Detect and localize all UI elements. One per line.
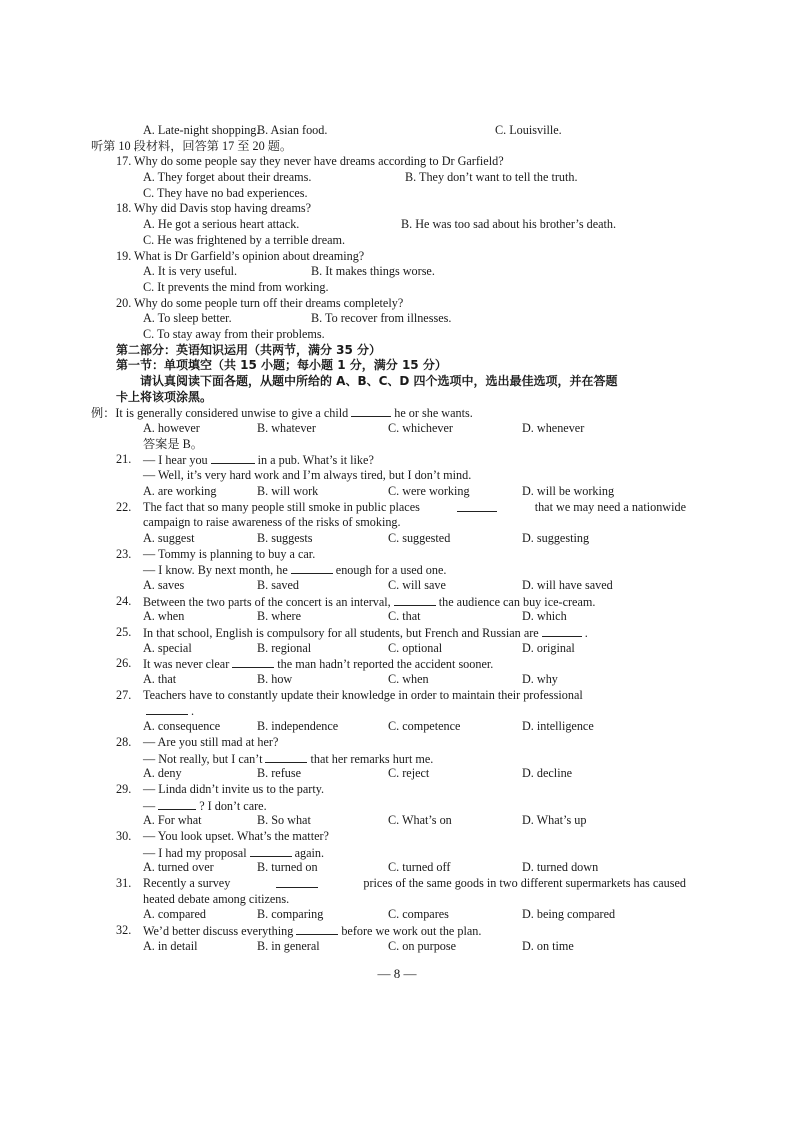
option-c: C. He was frightened by a terrible dream.: [143, 232, 346, 247]
option-a: A. that: [143, 672, 177, 687]
question-options: [116, 860, 686, 876]
question-number: 22.: [116, 499, 132, 514]
question-31: [116, 876, 686, 923]
question-text-segment: The fact that so many people still smoke in public places: [143, 499, 420, 514]
q20-options-row2: [116, 327, 686, 343]
question-line: [116, 876, 686, 892]
question-text-segment: In that school, English is compulsory for all students, but French and Russian are: [143, 626, 539, 640]
part-2-title: 第二部分：英语知识运用（共两节，满分 35 分）: [116, 342, 382, 357]
option-b: B. Asian food.: [257, 123, 328, 137]
q20-options-row1: [116, 311, 686, 327]
option-b: B. It makes things worse.: [311, 264, 435, 279]
option-d: D. turned down: [522, 860, 599, 875]
question-text: [143, 876, 686, 892]
question-22: [116, 500, 686, 547]
option-d: D. original: [522, 640, 575, 655]
section-1-title: 第一节：单项填空（共 15 小题；每小题 1 分，满分 15 分）: [116, 358, 447, 373]
question-text: [143, 799, 267, 813]
option-c: C. What’s on: [388, 813, 452, 828]
example-stem-b: he or she wants.: [394, 406, 473, 421]
option-a: A. special: [143, 640, 192, 655]
option-c: C. Louisville.: [495, 123, 562, 137]
option-b: B. To recover from illnesses.: [311, 311, 452, 326]
q16-options: [116, 123, 686, 139]
option-d: D. why: [522, 672, 558, 687]
answer-blank: [394, 594, 436, 606]
option-b: B. They don’t want to tell the truth.: [405, 170, 578, 185]
question-text: [143, 752, 433, 766]
question-options: [116, 484, 686, 500]
option-a: A. Late-night shopping.: [143, 123, 260, 137]
question-line: [116, 751, 686, 767]
question-text-segment: —: [143, 798, 156, 813]
question-options: [116, 531, 686, 547]
question-line: [116, 798, 686, 814]
option-c: C. turned off: [388, 860, 451, 875]
option-c: C. reject: [388, 766, 430, 781]
answer-blank: [351, 405, 391, 417]
option-a: A. however: [143, 421, 200, 436]
option-b: B. suggests: [257, 530, 313, 545]
answer-blank: [276, 876, 318, 888]
question-text: [143, 468, 471, 482]
option-b: B. where: [257, 609, 301, 624]
option-d: D. intelligence: [522, 719, 594, 734]
question-list: [116, 452, 686, 954]
answer-blank: [542, 625, 582, 637]
answer-blank: [158, 798, 196, 810]
answer-blank: [146, 703, 188, 715]
question-29: [116, 782, 686, 829]
question-text-segment: It was never clear: [143, 657, 230, 672]
option-b: B. whatever: [257, 421, 316, 436]
option-b: B. regional: [257, 640, 312, 655]
option-c: C. To stay away from their problems.: [143, 326, 325, 341]
q18-stem: 18. Why did Davis stop having dreams?: [116, 201, 312, 216]
question-options: [116, 907, 686, 923]
question-number: 28.: [116, 734, 132, 749]
question-text-segment: Between the two parts of the concert is an interval,: [143, 594, 391, 609]
question-text-segment: prices of the same goods in two different supermarkets has caused: [363, 876, 686, 890]
question-26: [116, 656, 686, 687]
question-number: 29.: [116, 781, 132, 796]
option-d: D. which: [522, 609, 567, 624]
question-text-segment: — I know. By next month, he: [143, 563, 288, 578]
question-options: [116, 672, 686, 688]
question-number: 32.: [116, 923, 132, 938]
option-b: B. turned on: [257, 860, 318, 875]
option-d: D. What’s up: [522, 813, 587, 828]
question-21: [116, 452, 686, 499]
question-line: [116, 782, 686, 798]
question-text: [143, 563, 446, 577]
q19-options-row1: [116, 264, 686, 280]
question-text-segment: enough for a used one.: [335, 563, 447, 578]
question-text-segment: Teachers have to constantly update their knowledge in order to maintain their professional: [143, 687, 583, 702]
question-24: [116, 594, 686, 625]
question-text: [143, 656, 493, 672]
option-b: B. saved: [257, 577, 299, 592]
q17-stem: 17. Why do some people say they never have dreams according to Dr Garfield?: [116, 154, 504, 169]
question-text: [143, 846, 324, 860]
question-line: [116, 923, 686, 939]
question-number: 27.: [116, 687, 132, 702]
option-b: B. So what: [257, 813, 311, 828]
option-a: A. suggest: [143, 530, 195, 545]
page-number: — 8 —: [377, 966, 417, 981]
question-text: [143, 704, 194, 718]
question-line: [116, 500, 686, 516]
question-text: [143, 688, 686, 704]
option-a: A. are working: [143, 483, 217, 498]
question-text-segment: heated debate among citizens.: [143, 891, 290, 906]
option-a: A. in detail: [143, 938, 198, 953]
question-line: [116, 892, 686, 908]
q17-options-row2: [116, 186, 686, 202]
question-options: [116, 939, 686, 955]
question-column: [91, 123, 686, 954]
option-a: A. when: [143, 609, 185, 624]
question-text-segment: ? I don’t care.: [199, 798, 267, 813]
option-a: A. They forget about their dreams.: [143, 170, 312, 185]
question-text-segment: that her remarks hurt me.: [310, 751, 434, 766]
option-c: C. whichever: [388, 421, 453, 436]
question-number: 26.: [116, 656, 132, 671]
question-text-segment: — I had my proposal: [143, 845, 247, 860]
option-b: B. independence: [257, 719, 339, 734]
option-b: B. He was too sad about his brother’s death.: [401, 217, 617, 232]
question-options: [116, 609, 686, 625]
question-number: 24.: [116, 593, 132, 608]
instruction-line-1: 请认真阅读下面各题，从题中所给的 A、B、C、D 四个选项中，选出最佳选项，并在答题: [140, 374, 618, 388]
question-text: [143, 594, 595, 610]
option-b: B. how: [257, 672, 293, 687]
question-text-segment: — Well, it’s very hard work and I’m always tired, but I don’t mind.: [143, 468, 472, 483]
option-a: A. For what: [143, 813, 202, 828]
question-text: [143, 500, 686, 516]
question-23: [116, 547, 686, 594]
option-a: A. To sleep better.: [143, 311, 232, 326]
option-a: A. deny: [143, 766, 182, 781]
question-line: [116, 688, 686, 704]
question-text: [143, 829, 329, 845]
option-c: C. They have no bad experiences.: [143, 185, 308, 200]
option-a: A. It is very useful.: [143, 264, 238, 279]
q18-options-row2: [116, 233, 686, 249]
question-text: [143, 547, 315, 563]
example-options: [116, 421, 686, 437]
option-a: A. saves: [143, 577, 185, 592]
question-line: [116, 547, 686, 563]
option-b: B. refuse: [257, 766, 301, 781]
option-c: C. when: [388, 672, 429, 687]
option-c: C. that: [388, 609, 421, 624]
example-label: 例：: [91, 406, 116, 421]
example-stem-a: It is generally considered unwise to give a child: [115, 406, 349, 421]
question-line: [116, 594, 686, 610]
option-c: C. on purpose: [388, 938, 457, 953]
question-text: [143, 452, 374, 468]
q19-stem: 19. What is Dr Garfield’s opinion about dreaming?: [116, 248, 365, 263]
question-options: [116, 641, 686, 657]
answer-blank: [250, 845, 292, 857]
question-30: [116, 829, 686, 876]
question-text: [143, 782, 324, 798]
option-a: A. turned over: [143, 860, 214, 875]
option-b: B. comparing: [257, 907, 324, 922]
option-a: A. compared: [143, 907, 206, 922]
option-c: C. competence: [388, 719, 461, 734]
answer-blank: [211, 452, 255, 464]
option-d: D. decline: [522, 766, 573, 781]
question-options: [116, 578, 686, 594]
answer-blank: [296, 923, 338, 935]
question-text-segment: the audience can buy ice-cream.: [438, 594, 596, 609]
passage-note: 听第 10 段材料，回答第 17 至 20 题。: [91, 138, 293, 153]
question-text: [143, 923, 481, 939]
question-line: [116, 468, 686, 484]
answer-blank: [457, 500, 497, 512]
question-text-segment: — You look upset. What’s the matter?: [143, 828, 329, 843]
option-b: B. will work: [257, 483, 319, 498]
question-line: [116, 845, 686, 861]
question-text-segment: the man hadn’t reported the accident sooner.: [277, 657, 494, 672]
q17-options-row1: [116, 170, 686, 186]
question-options: [116, 719, 686, 735]
option-a: A. He got a serious heart attack.: [143, 217, 300, 232]
question-line: [116, 703, 686, 719]
q18-options-row1: [116, 217, 686, 233]
question-text-segment: that we may need a nationwide: [534, 499, 686, 514]
question-line: [116, 656, 686, 672]
question-line: [116, 452, 686, 468]
question-text-segment: .: [191, 704, 195, 719]
question-27: [116, 688, 686, 735]
answer-blank: [232, 656, 274, 668]
question-line: [116, 625, 686, 641]
question-text: [143, 625, 588, 641]
question-text-segment: in a pub. What’s it like?: [257, 453, 374, 468]
question-text-segment: — Not really, but I can’t: [143, 751, 263, 766]
option-d: D. suggesting: [522, 530, 590, 545]
q19-options-row2: [116, 280, 686, 296]
question-options: [116, 813, 686, 829]
option-d: D. being compared: [522, 907, 616, 922]
answer-blank: [265, 751, 307, 763]
question-text-segment: We’d better discuss everything: [143, 924, 294, 939]
question-text-segment: — Are you still mad at her?: [143, 734, 279, 749]
option-c: C. will save: [388, 577, 446, 592]
question-text-segment: before we work out the plan.: [341, 924, 482, 939]
question-text-segment: .: [584, 626, 588, 640]
question-32: [116, 923, 686, 954]
option-d: D. on time: [522, 938, 574, 953]
option-c: C. optional: [388, 640, 443, 655]
example-stem: [91, 405, 686, 421]
question-text-segment: — Linda didn’t invite us to the party.: [143, 781, 325, 796]
option-d: D. whenever: [522, 421, 585, 436]
question-text-segment: again.: [294, 845, 325, 860]
instruction-line-2: 卡上将该项涂黑。: [116, 389, 213, 404]
question-number: 23.: [116, 546, 132, 561]
answer-blank: [291, 562, 333, 574]
question-number: 31.: [116, 876, 132, 890]
question-28: [116, 735, 686, 782]
option-b: B. in general: [257, 938, 320, 953]
question-text-segment: Recently a survey: [143, 876, 231, 890]
q20-stem: 20. Why do some people turn off their dreams completely?: [116, 295, 404, 310]
question-options: [116, 766, 686, 782]
question-text-segment: campaign to raise awareness of the risks of smoking.: [143, 515, 401, 530]
question-number: 21.: [116, 452, 132, 467]
question-25: [116, 625, 686, 656]
question-text-segment: — I hear you: [143, 453, 208, 468]
question-text: [143, 515, 401, 529]
option-c: C. It prevents the mind from working.: [143, 279, 329, 294]
question-number: 30.: [116, 828, 132, 843]
question-line: [116, 735, 686, 751]
example-answer: 答案是 B。: [143, 436, 203, 451]
option-c: C. suggested: [388, 530, 451, 545]
option-c: C. compares: [388, 907, 449, 922]
question-number: 25.: [116, 625, 132, 639]
question-line: [116, 829, 686, 845]
question-line: [116, 515, 686, 531]
question-text: [143, 892, 289, 906]
option-d: D. will have saved: [522, 577, 613, 592]
option-c: C. were working: [388, 483, 470, 498]
question-text: [143, 735, 278, 751]
option-d: D. will be working: [522, 483, 615, 498]
option-a: A. consequence: [143, 719, 221, 734]
question-text-segment: — Tommy is planning to buy a car.: [143, 546, 316, 561]
question-line: [116, 562, 686, 578]
